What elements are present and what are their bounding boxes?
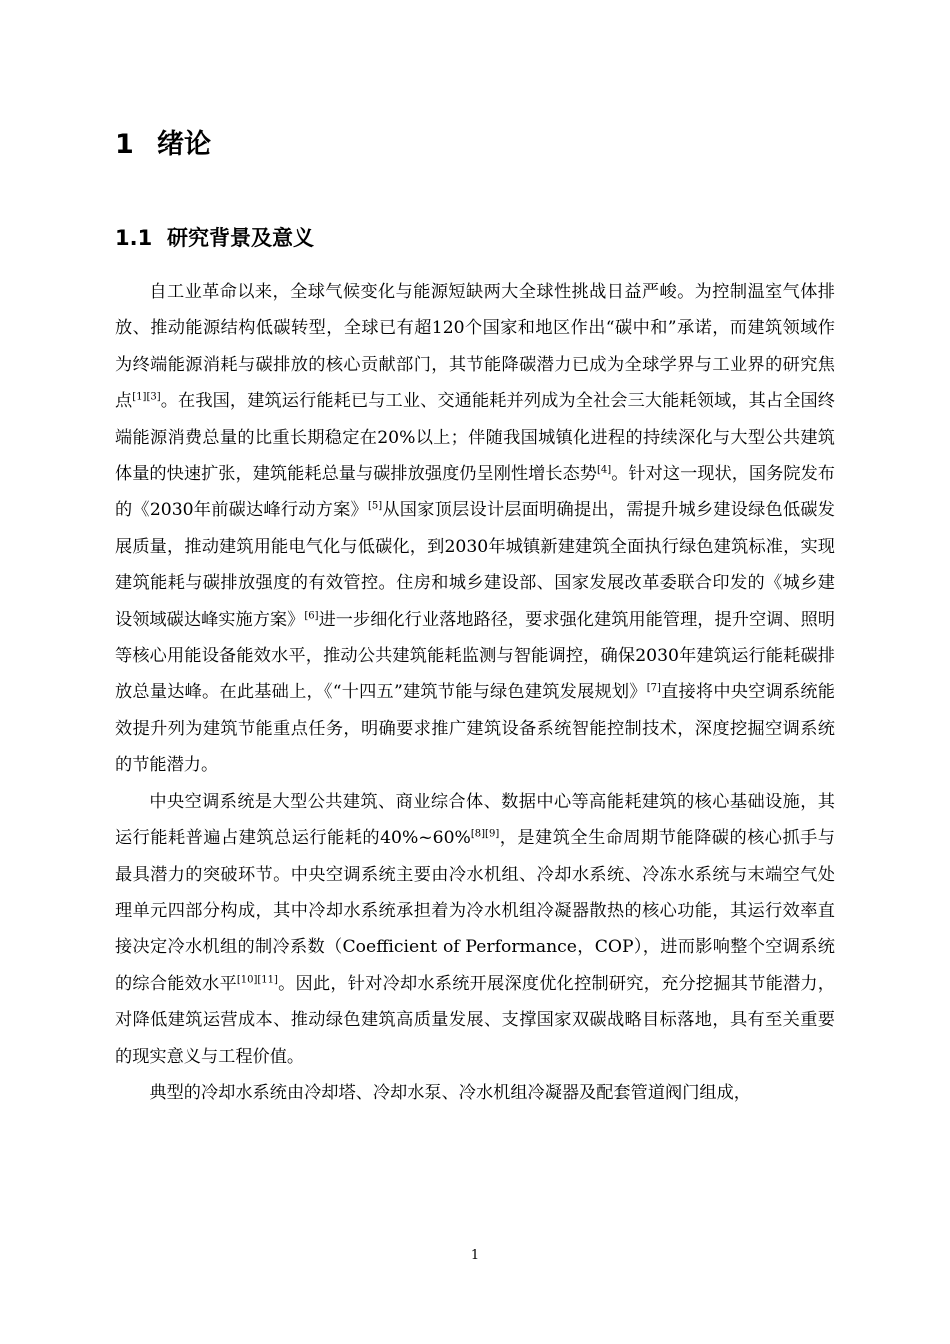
text-run: 直接将中央空调系统能效提升列为建筑节能重点任务，明确要求推广建筑设备系统智能控制技术，深度挖掘空调系统的节能潜力。 [115,682,835,776]
chapter-title [115,128,211,162]
citation-ref: [8][9] [470,828,500,840]
text-run: 。在我国，建筑运行能耗已与工业、交通能耗并列成为全社会三大能耗领域，其占全国终端能源消费总量的比重长期稳定在20%以上；伴随我国城镇化进程的持续深化与大型公共建筑体量的快速扩张，建筑能耗总量与碳排放强度仍呈刚性增长态势 [115,391,835,485]
text-run: 典型的冷却水系统由冷却塔、冷却水泵、冷水机组冷凝器及配套管道阀门组成， [149,1082,751,1103]
citation-ref: [1][3] [132,391,161,403]
text-run: 从国家顶层设计层面明确提出，需提升城乡建设绿色低碳发展质量，推动建筑用能电气化与低碳化，到2030年城镇新建建筑全面执行绿色建筑标准，实现建筑能耗与碳排放强度的有效管控。住房和城乡建设部、国家发展改革委联合印发的《城乡建设领域碳达峰实施方案》 [115,500,835,630]
chapter-title-text: 绪论 [157,129,211,160]
paragraph [115,274,835,784]
chapter-number: 1 [115,129,134,160]
page-number: 1 [470,1248,480,1263]
text-run: 进一步细化行业落地路径，要求强化建筑用能管理，提升空调、照明等核心用能设备能效水平，推动公共建筑能耗监测与智能调控，确保2030年建筑运行能耗碳排放总量达峰。在此基础上，《“十四五”建筑节能与绿色建筑发展规划》 [115,609,835,703]
section-title [115,224,314,252]
body-text [115,274,835,1111]
section-number: 1.1 [115,226,153,250]
paragraph [115,1075,835,1111]
citation-ref: [6] [304,609,319,621]
text-run: 中央空调系统是大型公共建筑、商业综合体、数据中心等高能耗建筑的核心基础设施，其运行能耗普遍占建筑总运行能耗的40%~60% [115,791,835,849]
text-run: ，是建筑全生命周期节能降碳的核心抓手与最具潜力的突破环节。中央空调系统主要由冷水机组、冷却水系统、冷冻水系统与末端空气处理单元四部分构成，其中冷却水系统承担着为冷水机组冷凝器散热的核心功能，其运行效率直接决定冷水机组的制冷系数（Coefficient of Performance，COP），进而影响整个空调系统的综合能效水平 [115,828,835,994]
text-run: 自工业革命以来，全球气候变化与能源短缺两大全球性挑战日益严峻。为控制温室气体排放、推动能源结构低碳转型，全球已有超120个国家和地区作出“碳中和”承诺，而建筑领域作为终端能源消耗与碳排放的核心贡献部门，其节能降碳潜力已成为全球学界与工业界的研究焦点 [115,282,835,412]
text-run: 。针对这一现状，国务院发布的《2030年前碳达峰行动方案》 [115,464,835,521]
text-run: 。因此，针对冷却水系统开展深度优化控制研究，充分挖掘其节能潜力，对降低建筑运营成本、推动绿色建筑高质量发展、支撑国家双碳战略目标落地，具有至关重要的现实意义与工程价值。 [115,973,835,1067]
section-title-text: 研究背景及意义 [167,226,314,250]
paragraph [115,784,835,1075]
citation-ref: [10][11] [236,973,278,985]
citation-ref: [5] [367,500,383,512]
citation-ref: [4] [597,464,612,476]
citation-ref: [7] [646,682,661,694]
